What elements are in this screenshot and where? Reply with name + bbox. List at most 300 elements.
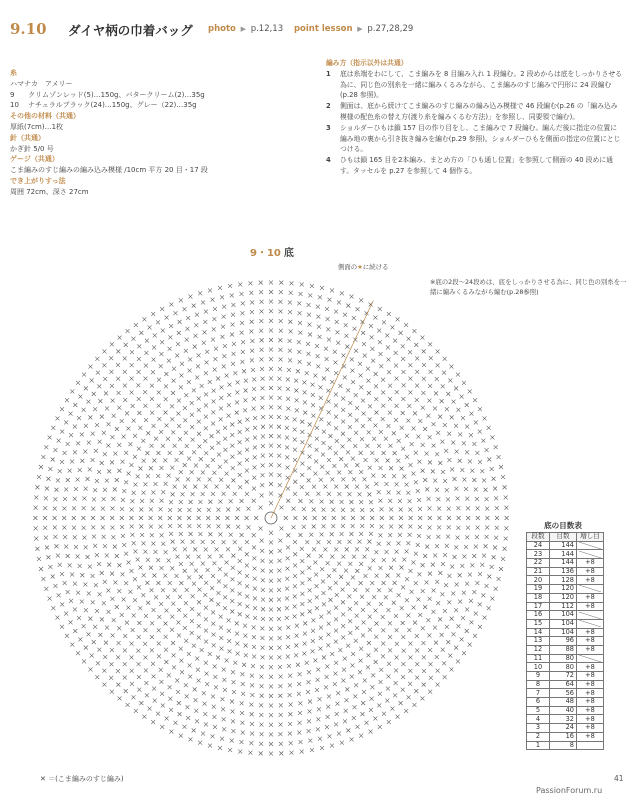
stitch-x — [142, 317, 146, 321]
stitch-x — [171, 492, 175, 496]
stitch-x — [157, 642, 161, 646]
stitch-x — [94, 583, 98, 587]
stitch-x — [74, 545, 78, 549]
table-row — [527, 637, 604, 646]
stitch-x — [421, 626, 425, 630]
increase-cell: +8 — [577, 706, 604, 715]
stitch-x — [450, 617, 454, 621]
stitch-x — [337, 562, 341, 566]
stitch-x — [261, 588, 265, 592]
stitch-x — [277, 607, 281, 611]
stitch-x — [167, 558, 171, 562]
stitch-x — [173, 444, 177, 448]
stitch-x — [260, 493, 264, 497]
stitch-x — [428, 648, 432, 652]
stitch-x — [150, 635, 154, 639]
arrow-right-icon: ▶ — [357, 25, 363, 33]
stitch-x — [188, 663, 192, 667]
stitch-x — [172, 665, 176, 669]
stitch-x — [501, 475, 505, 479]
table-row — [527, 550, 604, 559]
stitch-x — [428, 526, 432, 530]
stitch-x — [117, 563, 121, 567]
stitch-x — [443, 553, 447, 557]
stitch-x — [168, 347, 172, 351]
stitch-x — [307, 466, 311, 470]
stitch-x — [292, 507, 296, 511]
stitch-x — [73, 629, 77, 633]
stitch-x — [236, 525, 240, 529]
stitch-x — [398, 533, 402, 537]
stitch-x — [259, 290, 263, 294]
stitch-x — [302, 652, 306, 656]
stitch-x — [334, 617, 338, 621]
stitch-x — [314, 573, 318, 577]
stitch-x — [244, 644, 248, 648]
increase-cell: +8 — [577, 724, 604, 733]
stitch-x — [149, 516, 153, 520]
stitch-x — [204, 617, 208, 621]
stitch-x — [216, 430, 220, 434]
stitch-x — [51, 606, 55, 610]
stitch-x — [169, 730, 173, 734]
stitch-x — [269, 290, 273, 294]
stitch-x — [277, 425, 281, 429]
stitch-x — [269, 367, 273, 371]
stitch-x — [185, 327, 189, 331]
round-cell: 18 — [527, 593, 550, 602]
stitch-x — [305, 492, 309, 496]
stitch-x — [238, 430, 242, 434]
stitch-x — [70, 389, 74, 393]
stitch-x — [277, 415, 281, 419]
stitch-x — [303, 411, 307, 415]
stitch-x — [235, 516, 239, 520]
stitch-x — [406, 491, 410, 495]
step-text: 側面は、底から続けてこま編みのすじ編みの編み込み模様で 46 段編む(p.26 の「編み込み模様の配色糸の替え方(渡り糸を編みくるむ方法)」を参照し、同要領で編む)。 — [340, 102, 618, 121]
stitch-x — [141, 439, 145, 443]
stitch-x — [259, 281, 263, 285]
stitch-count-cell: 112 — [550, 602, 577, 611]
stitch-x — [229, 533, 233, 537]
stitch-x — [456, 373, 460, 377]
stitch-x — [316, 315, 320, 319]
stitch-x — [244, 653, 248, 657]
stitch-x — [236, 652, 240, 656]
stitch-x — [269, 328, 273, 332]
stitch-x — [261, 598, 265, 602]
stitch-x — [309, 499, 313, 503]
stitch-x — [382, 712, 386, 716]
stitch-x — [95, 423, 99, 427]
increase-cell — [577, 550, 604, 559]
stitch-x — [389, 507, 393, 511]
stitch-x — [208, 500, 212, 504]
stitch-x — [395, 390, 399, 394]
stitch-x — [311, 403, 315, 407]
stitch-x — [175, 678, 179, 682]
stitch-x — [278, 626, 282, 630]
stitch-x — [493, 487, 497, 491]
stitch-x — [269, 444, 273, 448]
stitch-x — [326, 317, 330, 321]
stitch-x — [166, 595, 170, 599]
stitch-x — [238, 559, 242, 563]
stitch-x — [115, 554, 119, 558]
stitch-x — [377, 329, 381, 333]
increase-cell: +8 — [577, 663, 604, 672]
stitch-x — [278, 367, 282, 371]
stitch-x — [188, 295, 192, 299]
no-increase-slash — [579, 585, 601, 592]
stitch-x — [438, 571, 442, 575]
stitch-x — [368, 466, 372, 470]
stitch-x — [399, 701, 403, 705]
stitch-x — [219, 417, 223, 421]
stitch-x — [448, 378, 452, 382]
stitch-x — [345, 547, 349, 551]
stitch-x — [401, 662, 405, 666]
stitch-x — [169, 532, 173, 536]
stitch-x — [211, 694, 215, 698]
stitch-x — [343, 375, 347, 379]
stitch-x — [435, 580, 439, 584]
stitch-x — [346, 388, 350, 392]
stitch-x — [326, 643, 330, 647]
stitch-x — [170, 566, 174, 570]
stitch-x — [53, 584, 57, 588]
stitch-x — [457, 516, 461, 520]
stitch-x — [173, 721, 177, 725]
stitch-count-cell: 8 — [550, 741, 577, 750]
stitch-x — [334, 629, 338, 633]
stitch-x — [253, 587, 257, 591]
stitch-x — [388, 397, 392, 401]
stitch-x — [346, 582, 350, 586]
stitch-x — [485, 448, 489, 452]
stitch-x — [178, 712, 182, 716]
stitch-x — [179, 500, 183, 504]
stitch-x — [84, 424, 88, 428]
stitch-x — [214, 685, 218, 689]
stitch-x — [115, 605, 119, 609]
stitch-count-cell: 40 — [550, 706, 577, 715]
stitch-x — [370, 581, 374, 585]
stitch-x — [269, 742, 273, 746]
stitch-x — [437, 525, 441, 529]
stitch-x — [269, 492, 273, 496]
stitch-x — [438, 415, 442, 419]
stitch-x — [260, 406, 264, 410]
stitch-x — [252, 476, 256, 480]
stitch-x — [137, 411, 141, 415]
stitch-x — [308, 293, 312, 297]
stitch-x — [286, 533, 290, 537]
stitch-x — [63, 497, 67, 501]
stitch-x — [137, 370, 141, 374]
stitch-x — [240, 292, 244, 296]
stitch-x — [261, 578, 265, 582]
stitch-x — [407, 628, 411, 632]
stitch-x — [278, 636, 282, 640]
stitch-x — [204, 547, 208, 551]
stitch-x — [168, 335, 172, 339]
stitch-x — [261, 434, 265, 438]
stitch-x — [260, 646, 264, 650]
stitch-x — [371, 673, 375, 677]
stitch-x — [340, 532, 344, 536]
step-number: 3 — [326, 123, 331, 132]
stitch-x — [110, 342, 114, 346]
stitch-x — [316, 668, 320, 672]
stitch-x — [279, 675, 283, 679]
stitch-x — [431, 563, 435, 567]
stitch-x — [226, 547, 230, 551]
stitch-x — [231, 478, 235, 482]
stitch-x — [146, 558, 150, 562]
stitch-x — [91, 600, 95, 604]
stitch-x — [124, 343, 128, 347]
stitch-x — [409, 569, 413, 573]
stitch-x — [190, 470, 194, 474]
stitch-x — [410, 442, 414, 446]
stitch-count-cell: 144 — [550, 559, 577, 568]
stitch-x — [382, 581, 386, 585]
stitch-x — [362, 620, 366, 624]
stitch-x — [440, 592, 444, 596]
stitch-x — [261, 454, 265, 458]
stitch-x — [245, 584, 249, 588]
stitch-x — [286, 556, 290, 560]
stitch-x — [60, 572, 64, 576]
stitch-x — [354, 349, 358, 353]
stitch-x — [385, 482, 389, 486]
stitch-x — [48, 435, 52, 439]
stitch-x — [285, 465, 289, 469]
stitch-x — [137, 621, 141, 625]
stitch-x — [423, 605, 427, 609]
stitch-x — [240, 721, 244, 725]
stitch-x — [199, 575, 203, 579]
no-increase-slash — [579, 542, 601, 549]
stitch-x — [105, 626, 109, 630]
stitch-x — [373, 423, 377, 427]
stitch-x — [167, 359, 171, 363]
stitch-x — [452, 632, 456, 636]
stitch-x — [203, 439, 207, 443]
stitch-x — [421, 563, 425, 567]
stitch-x — [327, 458, 331, 462]
stitch-x — [132, 491, 136, 495]
stitch-x — [250, 722, 254, 726]
stitch-x — [177, 399, 181, 403]
stitch-x — [101, 507, 105, 511]
round-cell: 2 — [527, 732, 550, 741]
stitch-x — [446, 535, 450, 539]
stitch-x — [69, 620, 73, 624]
stitch-x — [286, 487, 290, 491]
stitch-x — [195, 313, 199, 317]
stitch-x — [161, 703, 165, 707]
stitch-x — [422, 683, 426, 687]
stitch-x — [117, 391, 121, 395]
stitch-x — [222, 354, 226, 358]
stitch-x — [240, 499, 244, 503]
increase-cell: +8 — [577, 602, 604, 611]
stitch-x — [440, 440, 444, 444]
stitch-x — [330, 555, 334, 559]
table-row — [527, 602, 604, 611]
stitch-x — [179, 298, 183, 302]
stitch-x — [348, 470, 352, 474]
stitch-x — [340, 291, 344, 295]
stitch-x — [288, 712, 292, 716]
materials-section — [10, 68, 310, 198]
stitch-x — [167, 474, 171, 478]
stitch-x — [88, 617, 92, 621]
stitch-x — [164, 550, 168, 554]
stitch-x — [342, 668, 346, 672]
stitch-x — [112, 618, 116, 622]
stitch-x — [319, 478, 323, 482]
stitch-x — [377, 542, 381, 546]
stitch-x — [110, 648, 114, 652]
stitch-x — [440, 633, 444, 637]
stitch-x — [401, 675, 405, 679]
stitch-x — [188, 357, 192, 361]
stitch-x — [191, 438, 195, 442]
stitch-x — [39, 567, 43, 571]
stitch-x — [401, 397, 405, 401]
stitch-x — [117, 589, 121, 593]
stitch-x — [428, 572, 432, 576]
stitch-x — [178, 595, 182, 599]
stitch-count-cell: 88 — [550, 645, 577, 654]
stitch-x — [327, 574, 331, 578]
watermark: PassionForum.ru — [536, 786, 603, 795]
stitch-x — [120, 419, 124, 423]
stitch-x — [401, 344, 405, 348]
stitch-x — [394, 681, 398, 685]
stitch-x — [418, 507, 422, 511]
stitch-x — [319, 626, 323, 630]
stitch-x — [250, 693, 254, 697]
stitch-x — [327, 410, 331, 414]
stitch-x — [478, 572, 482, 576]
stitch-x — [353, 444, 357, 448]
stitch-x — [290, 751, 294, 755]
stitch-x — [492, 477, 496, 481]
stitch-x — [130, 524, 134, 528]
stitch-x — [297, 692, 301, 696]
stitch-x — [238, 612, 242, 616]
stitch-x — [208, 532, 212, 536]
stitch-x — [123, 648, 127, 652]
stitch-x — [101, 516, 105, 520]
stitch-x — [177, 608, 181, 612]
stitch-x — [341, 612, 345, 616]
stitch-x — [103, 488, 107, 492]
stitch-x — [134, 709, 138, 713]
stitch-x — [303, 516, 307, 520]
stitch-x — [293, 614, 297, 618]
stitch-x — [64, 487, 68, 491]
stitch-x — [427, 497, 431, 501]
stitch-x — [351, 575, 355, 579]
stitch-x — [411, 472, 415, 476]
stitch-x — [428, 506, 432, 510]
stitch-x — [118, 336, 122, 340]
stitch-x — [133, 434, 137, 438]
stitch-x — [260, 386, 264, 390]
stitch-x — [203, 593, 207, 597]
stitch-x — [177, 516, 181, 520]
stitch-x — [120, 507, 124, 511]
stitch-x — [213, 675, 217, 679]
stitch-x — [359, 562, 363, 566]
stitch-x — [259, 357, 263, 361]
stitch-x — [423, 478, 427, 482]
stitch-x — [150, 384, 154, 388]
stitch-x — [105, 479, 109, 483]
stitch-x — [292, 525, 296, 529]
stitch-x — [116, 363, 120, 367]
stitch-x — [300, 485, 304, 489]
stitch-x — [251, 664, 255, 668]
stitch-x — [130, 350, 134, 354]
stitch-x — [133, 577, 137, 581]
stitch-x — [279, 329, 283, 333]
stitch-x — [202, 691, 206, 695]
stitch-x — [63, 581, 67, 585]
stitch-x — [431, 422, 435, 426]
stitch-x — [308, 588, 312, 592]
stitch-x — [286, 625, 290, 629]
stitch-x — [341, 508, 345, 512]
stitch-x — [80, 573, 84, 577]
stitch-x — [296, 663, 300, 667]
stitch-x — [389, 566, 393, 570]
stitch-x — [361, 701, 365, 705]
table-row — [527, 741, 604, 750]
stitch-x — [395, 655, 399, 659]
stitch-x — [220, 295, 224, 299]
stitch-x — [354, 639, 358, 643]
stitch-x — [198, 532, 202, 536]
stitch-x — [360, 508, 364, 512]
stitch-x — [368, 417, 372, 421]
stitch-x — [398, 499, 402, 503]
stitch-x — [464, 487, 468, 491]
stitch-x — [295, 634, 299, 638]
stitch-x — [316, 354, 320, 358]
stitch-x — [177, 633, 181, 637]
stitch-x — [327, 734, 331, 738]
stitch-x — [193, 485, 197, 489]
stitch-x — [453, 477, 457, 481]
round-cell: 8 — [527, 680, 550, 689]
increase-cell: +8 — [577, 576, 604, 585]
stitch-x — [143, 655, 147, 659]
stitch-x — [232, 352, 236, 356]
stitch-x — [315, 688, 319, 692]
stitch-x — [238, 451, 242, 455]
stitch-x — [451, 441, 455, 445]
stitch-x — [198, 741, 202, 745]
stitch-x — [445, 407, 449, 411]
stitch-x — [179, 470, 183, 474]
stitch-x — [425, 545, 429, 549]
